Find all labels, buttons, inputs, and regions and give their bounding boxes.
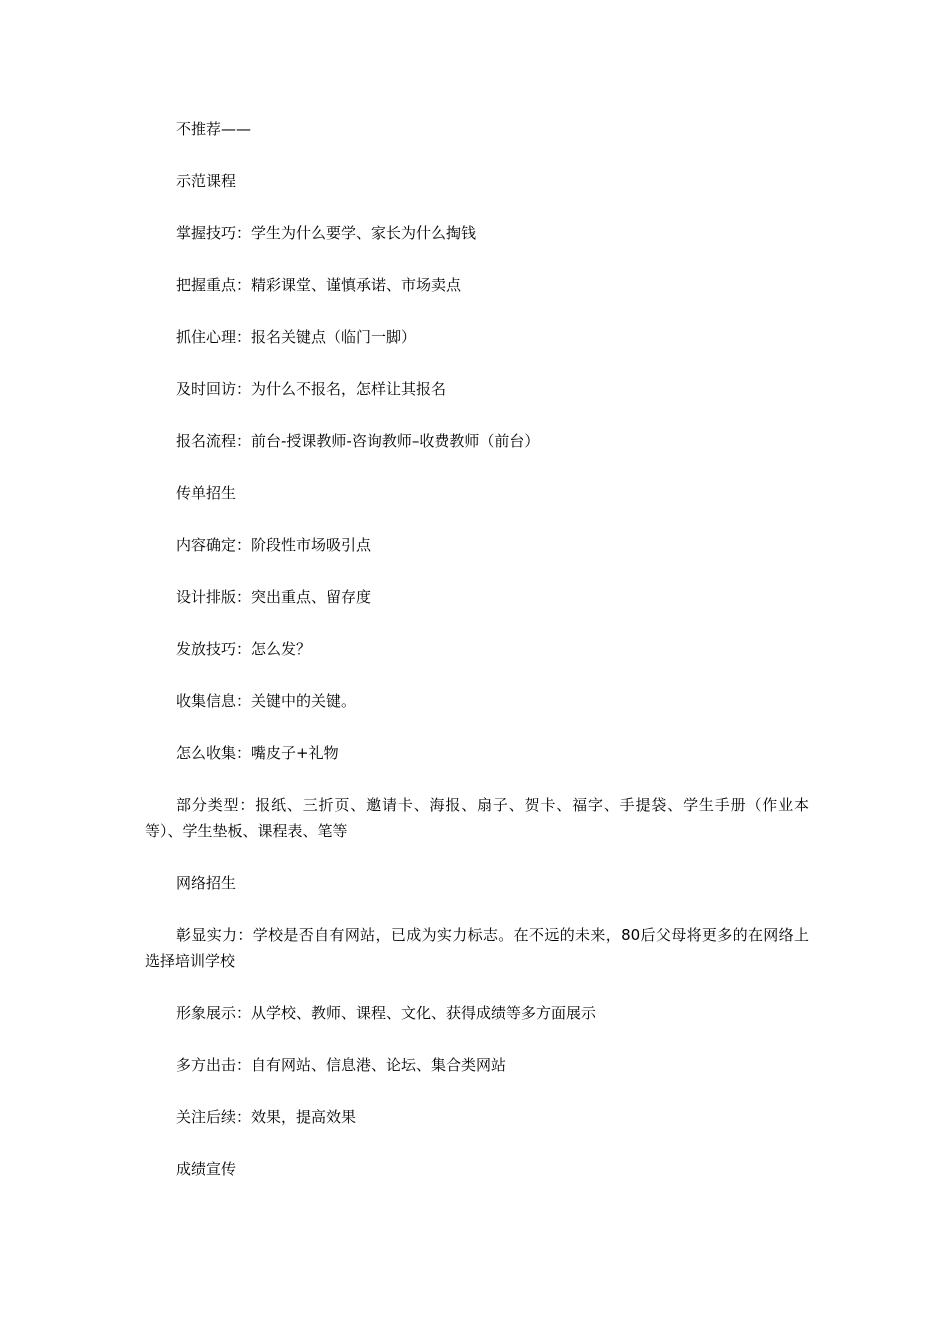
heading-online-recruitment: 网络招生 <box>176 874 237 892</box>
paragraph-types: 部分类型：报纸、三折页、邀请卡、海报、扇子、贺卡、福字、手提袋、学生手册（作业本等）、学生垫板、课程表、笔等 <box>145 796 809 840</box>
paragraph-design-layout: 设计排版：突出重点、留存度 <box>176 588 372 606</box>
heading-results-promotion: 成绩宣传 <box>176 1160 237 1178</box>
paragraph-psychology: 抓住心理：报名关键点（临门一脚） <box>176 328 417 346</box>
paragraph-show-strength: 彰显实力：学校是否自有网站，已成为实力标志。在不远的未来，80后父母将更多的在网络上选择培训学校 <box>145 926 809 970</box>
heading-demo-course: 示范课程 <box>176 172 237 190</box>
paragraph-grasp-key-points: 把握重点：精彩课堂、谨慎承诺、市场卖点 <box>176 276 462 294</box>
paragraph-content: 内容确定：阶段性市场吸引点 <box>176 536 372 554</box>
document-body <box>145 116 809 1208</box>
paragraph-multi-channel: 多方出击：自有网站、信息港、论坛、集合类网站 <box>176 1056 507 1074</box>
paragraph-follow-up: 及时回访：为什么不报名，怎样让其报名 <box>176 380 447 398</box>
paragraph-how-to-collect: 怎么收集：嘴皮子+礼物 <box>176 744 339 762</box>
paragraph-enrollment-process: 报名流程：前台-授课教师-咨询教师–收费教师（前台） <box>176 432 540 450</box>
paragraph-master-skills: 掌握技巧：学生为什么要学、家长为什么掏钱 <box>176 224 477 242</box>
paragraph-image-display: 形象展示：从学校、教师、课程、文化、获得成绩等多方面展示 <box>176 1004 597 1022</box>
paragraph-follow-results: 关注后续：效果，提高效果 <box>176 1108 357 1126</box>
paragraph-distribution: 发放技巧：怎么发？ <box>176 640 312 658</box>
paragraph-not-recommended: 不推荐—— <box>176 120 252 138</box>
heading-flyer-recruitment: 传单招生 <box>176 484 237 502</box>
paragraph-collect-info: 收集信息：关键中的关键。 <box>176 692 357 710</box>
